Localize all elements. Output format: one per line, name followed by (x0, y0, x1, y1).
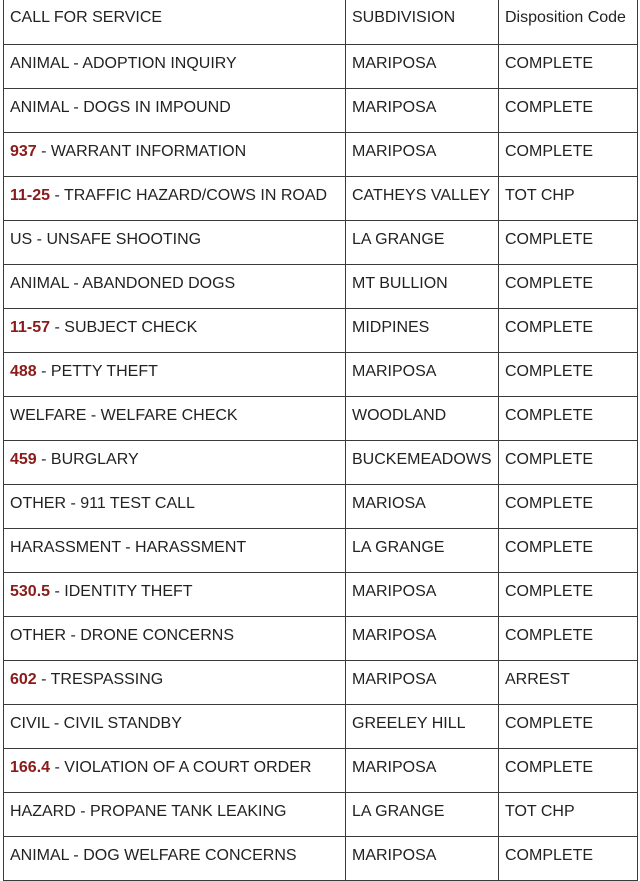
disposition-cell: ARREST (499, 661, 638, 705)
call-description: ANIMAL - ABANDONED DOGS (10, 275, 236, 292)
subdivision-cell: LA GRANGE (346, 793, 499, 837)
subdivision-cell: MARIPOSA (346, 661, 499, 705)
table-row (4, 397, 638, 441)
disposition-cell: COMPLETE (499, 45, 638, 89)
call-description: US - UNSAFE SHOOTING (10, 231, 202, 248)
subdivision-cell: LA GRANGE (346, 529, 499, 573)
disposition-cell: COMPLETE (499, 837, 638, 881)
call-description: - TRESPASSING (36, 671, 164, 688)
call-for-service-cell (4, 617, 346, 661)
call-description: ANIMAL - DOG WELFARE CONCERNS (10, 847, 297, 864)
disposition-cell: COMPLETE (499, 529, 638, 573)
table-row (4, 221, 638, 265)
table-row (4, 573, 638, 617)
disposition-cell: COMPLETE (499, 573, 638, 617)
disposition-cell: TOT CHP (499, 177, 638, 221)
disposition-cell: COMPLETE (499, 265, 638, 309)
call-for-service-cell (4, 749, 346, 793)
call-for-service-cell (4, 265, 346, 309)
call-description: CIVIL - CIVIL STANDBY (10, 715, 182, 732)
table-row (4, 485, 638, 529)
call-for-service-cell (4, 177, 346, 221)
penal-code: 11-25 (10, 187, 51, 204)
call-description: - VIOLATION OF A COURT ORDER (50, 759, 312, 776)
call-description: ANIMAL - DOGS IN IMPOUND (10, 99, 231, 116)
subdivision-cell: MIDPINES (346, 309, 499, 353)
disposition-cell: COMPLETE (499, 221, 638, 265)
penal-code: 459 (10, 451, 37, 468)
subdivision-cell: MARIOSA (346, 485, 499, 529)
call-for-service-cell (4, 529, 346, 573)
table-row (4, 793, 638, 837)
table-row (4, 441, 638, 485)
subdivision-cell: GREELEY HILL (346, 705, 499, 749)
call-description: HARASSMENT - HARASSMENT (10, 539, 247, 556)
penal-code: 530.5 (10, 583, 51, 600)
header-row (4, 0, 638, 45)
call-description: - WARRANT INFORMATION (36, 143, 247, 160)
penal-code: 11-57 (10, 319, 51, 336)
call-for-service-cell (4, 661, 346, 705)
penal-code: 488 (10, 363, 37, 380)
subdivision-cell: BUCKEMEADOWS (346, 441, 499, 485)
call-description: - SUBJECT CHECK (50, 319, 198, 336)
table-row (4, 133, 638, 177)
table-row (4, 265, 638, 309)
call-description: OTHER - DRONE CONCERNS (10, 627, 235, 644)
call-for-service-cell (4, 441, 346, 485)
call-description: - TRAFFIC HAZARD/COWS IN ROAD (50, 187, 328, 204)
disposition-cell: TOT CHP (499, 793, 638, 837)
penal-code: 166.4 (10, 759, 51, 776)
call-for-service-cell (4, 793, 346, 837)
penal-code: 937 (10, 143, 37, 160)
disposition-cell: COMPLETE (499, 89, 638, 133)
subdivision-cell: MARIPOSA (346, 353, 499, 397)
call-description: - IDENTITY THEFT (50, 583, 193, 600)
call-description: - PETTY THEFT (36, 363, 158, 380)
subdivision-cell: MARIPOSA (346, 749, 499, 793)
call-for-service-cell (4, 89, 346, 133)
table-body (4, 45, 638, 881)
call-description: ANIMAL - ADOPTION INQUIRY (10, 55, 237, 72)
disposition-cell: COMPLETE (499, 617, 638, 661)
subdivision-cell: CATHEYS VALLEY (346, 177, 499, 221)
subdivision-cell: MARIPOSA (346, 45, 499, 89)
table-row (4, 529, 638, 573)
calls-for-service-table (3, 0, 638, 881)
penal-code: 602 (10, 671, 37, 688)
call-for-service-cell (4, 45, 346, 89)
disposition-cell: COMPLETE (499, 133, 638, 177)
subdivision-cell: MARIPOSA (346, 617, 499, 661)
call-for-service-cell (4, 221, 346, 265)
subdivision-cell: MARIPOSA (346, 573, 499, 617)
disposition-cell: COMPLETE (499, 705, 638, 749)
table-row (4, 837, 638, 881)
table-row (4, 617, 638, 661)
call-for-service-cell (4, 705, 346, 749)
call-for-service-cell (4, 485, 346, 529)
subdivision-cell: MARIPOSA (346, 89, 499, 133)
table-row (4, 309, 638, 353)
table-row (4, 353, 638, 397)
table-row (4, 89, 638, 133)
header-disposition-code: Disposition Code (499, 0, 638, 45)
call-for-service-cell (4, 133, 346, 177)
header-subdivision: SUBDIVISION (346, 0, 499, 45)
call-description: OTHER - 911 TEST CALL (10, 495, 195, 512)
subdivision-cell: MARIPOSA (346, 133, 499, 177)
call-for-service-cell (4, 397, 346, 441)
subdivision-cell: LA GRANGE (346, 221, 499, 265)
call-for-service-cell (4, 573, 346, 617)
call-for-service-cell (4, 309, 346, 353)
disposition-cell: COMPLETE (499, 441, 638, 485)
table-row (4, 749, 638, 793)
disposition-cell: COMPLETE (499, 485, 638, 529)
table-row (4, 661, 638, 705)
call-for-service-cell (4, 837, 346, 881)
disposition-cell: COMPLETE (499, 353, 638, 397)
table-row (4, 177, 638, 221)
subdivision-cell: WOODLAND (346, 397, 499, 441)
subdivision-cell: MT BULLION (346, 265, 499, 309)
disposition-cell: COMPLETE (499, 397, 638, 441)
call-description: WELFARE - WELFARE CHECK (10, 407, 238, 424)
call-description: HAZARD - PROPANE TANK LEAKING (10, 803, 287, 820)
call-description: - BURGLARY (36, 451, 139, 468)
call-for-service-cell (4, 353, 346, 397)
disposition-cell: COMPLETE (499, 309, 638, 353)
table-row (4, 705, 638, 749)
table-row (4, 45, 638, 89)
disposition-cell: COMPLETE (499, 749, 638, 793)
header-call-for-service: CALL FOR SERVICE (4, 0, 346, 45)
subdivision-cell: MARIPOSA (346, 837, 499, 881)
